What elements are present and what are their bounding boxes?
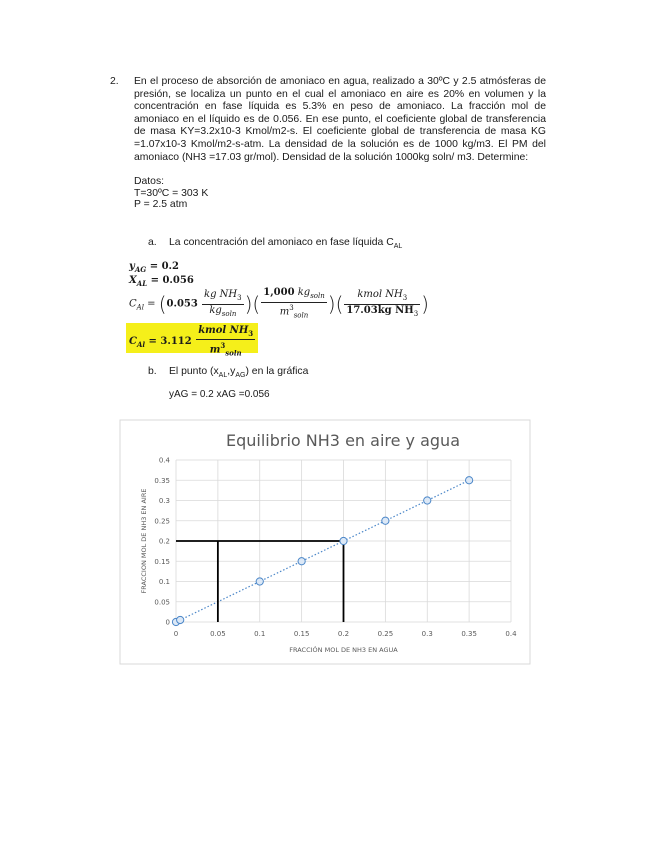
data-point [298,558,305,565]
x-tick-label: 0.3 [421,630,433,638]
x-axis-label: FRACCIÓN MOL DE NH3 EN AGUA [289,646,398,654]
x-tick-label: 0.25 [377,630,394,638]
datos-pressure: P = 2.5 atm [134,199,188,211]
frac-molar: $\frac{kmol NH_3}{17.03kg NH_3}$ [346,288,419,318]
x-tick-label: 0 [173,630,179,638]
datos-block [134,176,208,211]
part-b-label: b. [148,366,157,377]
part-a-text [169,237,402,250]
datos-temperature: T=30ºC = 303 K [134,187,209,199]
y-tick-label: 0.4 [158,456,170,465]
cal-factor-1: 0.053 [166,298,198,310]
y-tick-label: 0 [165,618,170,627]
result-equation: $C_{Al} = 3.112$ $\frac{kmol NH_3}{m^3_{soln}}$ [129,325,254,358]
y-tick-label: 0.05 [154,598,170,607]
result-value: 3.112 [160,336,192,348]
frac-result-unit: $\frac{kmol NH_3}{m^3_{soln}}$ [198,325,254,358]
cal-equation: $C_{Al} = (0.053$ $\frac{kg NH_3}{kg_{soln}}$ )( $\frac{1,000 kg_{soln}}{m^3_{soln}}$ )( $\frac{kmol NH_3}{17.03kg NH_3}$ ) [129,287,429,320]
frac-density: $\frac{1,000 kg_{soln}}{m^3_{soln}}$ [263,287,325,320]
chart-title: Equilibrio NH3 en aire y agua [226,431,460,450]
xal-value: = 0.056 [150,275,194,286]
data-point [256,578,263,585]
cal-factor-2: 1,000 [263,287,295,298]
part-a-label: a. [148,237,157,248]
x-tick-label: 0.35 [461,630,477,638]
chart-frame [120,420,530,664]
problem-number: 2. [110,76,119,87]
y-tick-label: 0.1 [158,578,170,586]
data-point [340,537,347,544]
x-tick-label: 0.15 [293,630,310,638]
problem-text-body: En el proceso de absorción de amoniaco en agua, realizado a 30ºC y 2.5 atmósferas de presión, se localiza un punto en el cual el amoniaco en aire es 20% en volumen y la concentración en fase líquida es 5.3% en peso de amoniaco. La fracción mol de amoniaco en el líquido es de 0.056. En ese punto, el coeficiente global de transferencia de masa KY=3.2x10-3 Kmol/m2-s. El coeficiente global de transferencia de masa KG =1.07x10-3 Kmol/m2-s-atm. La densidad de la solución es de 1000 kg/m3. El PM del amoniaco (NH3 =17.03 gr/mol). Densidad de la solución 1000kg soln/ m3. Determine: [134,76,546,163]
part-b-text: El punto $(x_{AL},y_{AG})$ en la gráfica [169,366,309,380]
x-tick-label: 0.2 [337,630,350,638]
y-tick-label: 0.25 [154,517,170,526]
part-a-text-sub: AL [393,243,403,251]
equilibrium-chart [118,418,538,668]
part-b-text-post: ) en la gráfica [245,366,309,377]
y-tick-label: 0.3 [158,497,170,505]
datos-title: Datos: [134,176,165,187]
part-b-text-mid: ,y [227,366,236,377]
data-point [466,477,473,484]
y-tick-label: 0.35 [154,476,170,485]
point-values: yAG = 0.2 xAG =0.056 [169,389,270,400]
x-tick-label: 0.05 [210,630,226,638]
x-tick-label: 0.4 [505,630,517,638]
y-tick-label: 0.2 [158,537,170,546]
cal-factor-3-top: kmol NH [357,288,403,300]
part-b-text-pre: El punto (x [169,366,219,377]
x-tick-label: 0.1 [254,630,266,638]
part-a-text-body: La concentración del amoniaco en fase líquida C [169,237,394,248]
yag-equation: $y_{AG} = 0.2$ [129,261,179,274]
data-point [382,517,389,524]
y-tick-label: 0.15 [154,557,170,566]
data-point [177,616,184,623]
xal-equation: $X_{AL} = 0.056$ [129,275,194,288]
problem-text [134,76,546,164]
frac-kg-nh3: $\frac{kg NH_3}{kg_{soln}}$ [204,288,242,318]
yag-value: = 0.2 [149,261,179,272]
data-point [424,497,431,504]
y-axis-label: FRACCION MOL DE NH3 EN AIRE [140,488,148,594]
cal-factor-3-bot: 17.03kg NH [346,304,414,316]
